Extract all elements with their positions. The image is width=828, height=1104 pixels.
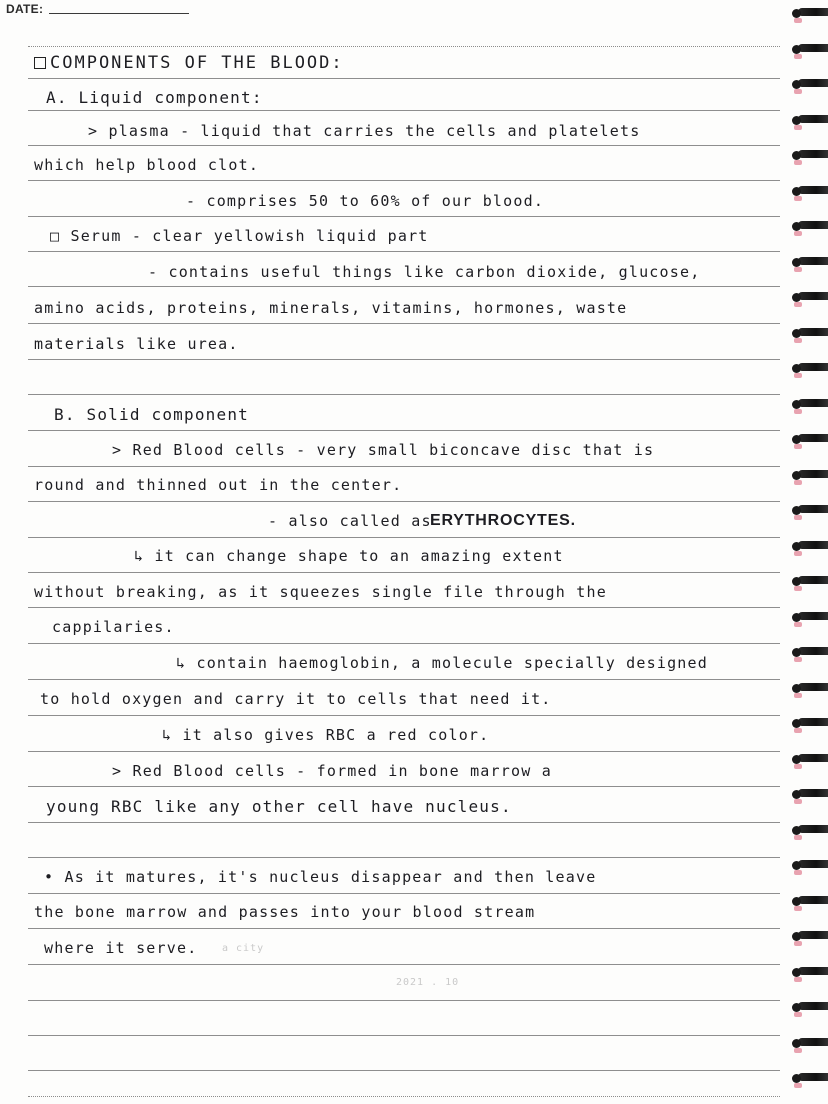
text-line: to hold oxygen and carry it to cells that need it. [40,690,552,708]
spiral-ring-accent [794,906,802,911]
text-line: > Red Blood cells - very small biconcave disc that is [112,441,655,459]
spiral-ring [798,1038,828,1046]
ruled-line [28,537,780,538]
text-line: > Red Blood cells - formed in bone marrow a [112,762,552,780]
ruled-line [28,1070,780,1071]
ruled-line [28,643,780,644]
text-line: round and thinned out in the center. [34,476,403,494]
spiral-ring [798,647,828,655]
spiral-ring-accent [794,267,802,272]
ruled-line [28,323,780,324]
text-line: ↳ it can change shape to an amazing extent [134,547,564,565]
ruled-line [28,78,780,79]
spiral-ring [798,612,828,620]
spiral-ring [798,186,828,194]
text-line: cappilaries. [52,618,175,636]
spiral-ring [798,931,828,939]
ruled-line [28,964,780,965]
erythrocytes-term: ERYTHROCYTES. [430,512,576,529]
spiral-ring [798,363,828,371]
spiral-ring [798,718,828,726]
spiral-ring-accent [794,125,802,130]
spiral-ring [798,150,828,158]
ruled-line [28,679,780,680]
spiral-ring-accent [794,728,802,733]
bottom-dotted-rule [28,1096,780,1097]
spiral-ring-accent [794,338,802,343]
section-title: COMPONENTS OF THE BLOOD: [34,53,344,73]
spiral-ring-accent [794,977,802,982]
ruled-line [28,1000,780,1001]
spiral-ring [798,967,828,975]
spiral-ring-accent [794,799,802,804]
ruled-line [28,359,780,360]
ruled-line [28,110,780,111]
spiral-ring-accent [794,302,802,307]
spiral-ring [798,896,828,904]
spiral-ring [798,860,828,868]
date-label: DATE: [6,2,44,16]
spiral-ring [798,292,828,300]
ruled-line [28,822,780,823]
spiral-ring [798,434,828,442]
spiral-ring [798,115,828,123]
ruled-line [28,572,780,573]
spiral-ring [798,789,828,797]
spiral-ring-accent [794,480,802,485]
spiral-binding [794,0,828,1104]
spiral-ring [798,505,828,513]
text-line: which help blood clot. [34,156,260,174]
spiral-ring-accent [794,54,802,59]
heading-solid-component: B. Solid component [54,405,249,424]
spiral-ring [798,754,828,762]
ruled-line [28,607,780,608]
text-line: • As it matures, it's nucleus disappear and then leave [44,868,597,886]
faint-mark: 2021 . 10 [396,977,460,988]
ruled-line [28,857,780,858]
ruled-line [28,145,780,146]
text-line: the bone marrow and passes into your blood stream [34,903,536,921]
spiral-ring-accent [794,444,802,449]
spiral-ring [798,257,828,265]
ruled-line [28,1035,780,1036]
ruled-line [28,751,780,752]
spiral-ring-accent [794,657,802,662]
ruled-line [28,430,780,431]
spiral-ring-accent [794,373,802,378]
spiral-ring [798,541,828,549]
text-line: amino acids, proteins, minerals, vitamins, hormones, waste [34,299,628,317]
spiral-ring-accent [794,1083,802,1088]
spiral-ring-accent [794,18,802,23]
heading-liquid-component: A. Liquid component: [46,88,263,107]
spiral-ring-accent [794,196,802,201]
faint-mark: a city [222,943,265,954]
spiral-ring [798,576,828,584]
spiral-ring [798,79,828,87]
spiral-ring-accent [794,764,802,769]
spiral-ring-accent [794,1048,802,1053]
text-line: materials like urea. [34,335,239,353]
spiral-ring-accent [794,1012,802,1017]
spiral-ring-accent [794,409,802,414]
ruled-line [28,251,780,252]
text-line: ↳ contain haemoglobin, a molecule specially designed [176,654,708,672]
spiral-ring-accent [794,622,802,627]
spiral-ring [798,1073,828,1081]
ruled-line [28,286,780,287]
ruled-line [28,394,780,395]
text-line: □ Serum - clear yellowish liquid part [50,227,429,245]
spiral-ring-accent [794,870,802,875]
date-line [49,13,189,14]
text-line: - comprises 50 to 60% of our blood. [186,192,545,210]
ruled-line [28,216,780,217]
text-line: where it serve. [44,939,198,957]
spiral-ring-accent [794,551,802,556]
spiral-ring [798,328,828,336]
spiral-ring-accent [794,693,802,698]
spiral-ring-accent [794,89,802,94]
ruled-line [28,180,780,181]
spiral-ring-accent [794,231,802,236]
title-box-icon [34,57,46,69]
spiral-ring [798,825,828,833]
top-dotted-rule [28,46,780,47]
ruled-line [28,786,780,787]
spiral-ring-accent [794,586,802,591]
spiral-ring-accent [794,160,802,165]
spiral-ring-accent [794,941,802,946]
spiral-ring [798,683,828,691]
date-field [6,0,189,16]
spiral-ring-accent [794,515,802,520]
text-line: > plasma - liquid that carries the cells and platelets [88,122,641,140]
spiral-ring [798,399,828,407]
spiral-ring [798,44,828,52]
text-line: ↳ it also gives RBC a red color. [162,726,490,744]
spiral-ring [798,221,828,229]
spiral-ring [798,470,828,478]
spiral-ring [798,1002,828,1010]
spiral-ring-accent [794,835,802,840]
text-line: without breaking, as it squeezes single file through the [34,583,607,601]
spiral-ring [798,8,828,16]
ruled-line [28,715,780,716]
text-line: - contains useful things like carbon dioxide, glucose, [148,263,701,281]
text-line: - also called as [268,512,432,530]
ruled-line [28,501,780,502]
ruled-line [28,466,780,467]
ruled-line [28,928,780,929]
text-line: young RBC like any other cell have nucleus. [46,797,512,816]
ruled-line [28,893,780,894]
